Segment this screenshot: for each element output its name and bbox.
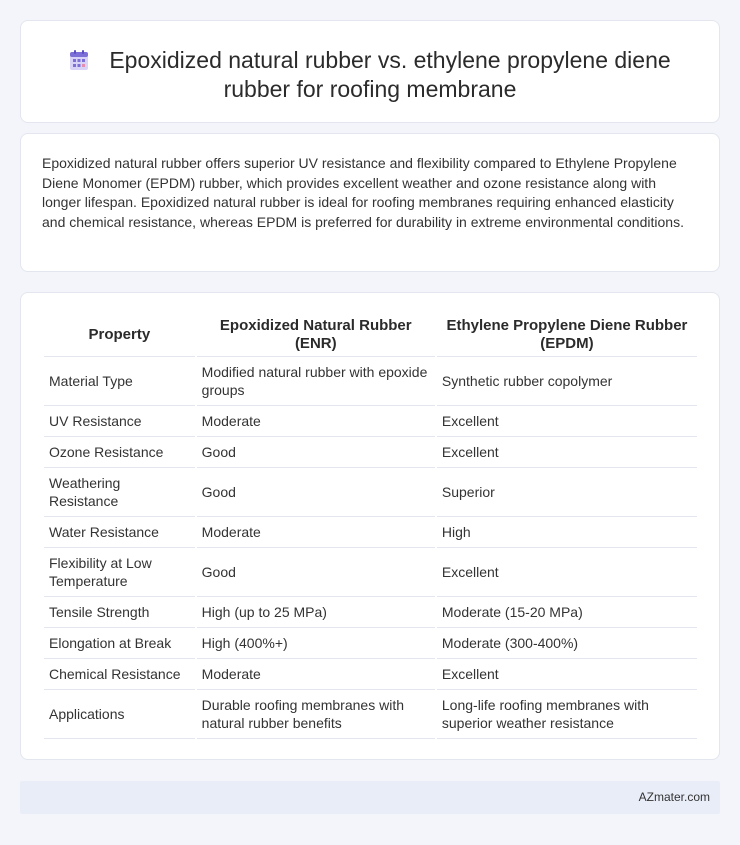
header-enr: Epoxidized Natural Rubber (ENR) — [197, 313, 435, 357]
table-row — [44, 690, 697, 739]
title-card — [20, 20, 720, 123]
enr-cell: High (400%+) — [197, 628, 435, 659]
property-cell: Ozone Resistance — [44, 437, 195, 468]
table-row — [44, 437, 697, 468]
property-cell: Tensile Strength — [44, 597, 195, 628]
table-header-row — [44, 313, 697, 357]
property-cell: Material Type — [44, 357, 195, 406]
enr-cell: Durable roofing membranes with natural rubber benefits — [197, 690, 435, 739]
enr-cell: Moderate — [197, 406, 435, 437]
property-cell: Weathering Resistance — [44, 468, 195, 517]
table-row — [44, 468, 697, 517]
table-row — [44, 548, 697, 597]
enr-cell: Moderate — [197, 517, 435, 548]
epdm-cell: Excellent — [437, 406, 697, 437]
table-row — [44, 517, 697, 548]
comparison-table — [42, 313, 699, 739]
property-cell: Flexibility at Low Temperature — [44, 548, 195, 597]
epdm-cell: High — [437, 517, 697, 548]
enr-cell: High (up to 25 MPa) — [197, 597, 435, 628]
enr-cell: Good — [197, 437, 435, 468]
property-cell: UV Resistance — [44, 406, 195, 437]
header-property: Property — [44, 313, 195, 357]
epdm-cell: Synthetic rubber copolymer — [437, 357, 697, 406]
table-row — [44, 597, 697, 628]
header-epdm: Ethylene Propylene Diene Rubber (EPDM) — [437, 313, 697, 357]
epdm-cell: Excellent — [437, 659, 697, 690]
table-row — [44, 628, 697, 659]
epdm-cell: Excellent — [437, 548, 697, 597]
enr-cell: Good — [197, 468, 435, 517]
epdm-cell: Moderate (300-400%) — [437, 628, 697, 659]
property-cell: Chemical Resistance — [44, 659, 195, 690]
enr-cell: Moderate — [197, 659, 435, 690]
epdm-cell: Long-life roofing membranes with superior weather resistance — [437, 690, 697, 739]
epdm-cell: Excellent — [437, 437, 697, 468]
property-cell: Water Resistance — [44, 517, 195, 548]
epdm-cell: Superior — [437, 468, 697, 517]
table-row — [44, 406, 697, 437]
property-cell: Applications — [44, 690, 195, 739]
page-title-wrap — [21, 46, 719, 104]
enr-cell: Modified natural rubber with epoxide groups — [197, 357, 435, 406]
comparison-card — [20, 292, 720, 760]
table-row — [44, 659, 697, 690]
page-title: Epoxidized natural rubber vs. ethylene propylene diene rubber for roofing membrane — [109, 47, 671, 102]
epdm-cell: Moderate (15-20 MPa) — [437, 597, 697, 628]
table-row — [44, 357, 697, 406]
summary-card — [20, 133, 720, 272]
footer-bar — [20, 781, 720, 814]
footer-site-link[interactable]: AZmater.com — [638, 790, 710, 804]
summary-text: Epoxidized natural rubber offers superior UV resistance and flexibility compared to Ethylene Propylene Diene Monomer (EPDM) rubber, which provides excellent weather and ozone resistance along with longer lifespan. Epoxidized natural rubber is ideal for roofing membranes requiring enhanced elasticity and chemical resistance, whereas EPDM is preferred for durability in extreme environmental conditions. — [42, 155, 684, 230]
calendar-grid-icon — [69, 49, 89, 71]
enr-cell: Good — [197, 548, 435, 597]
property-cell: Elongation at Break — [44, 628, 195, 659]
